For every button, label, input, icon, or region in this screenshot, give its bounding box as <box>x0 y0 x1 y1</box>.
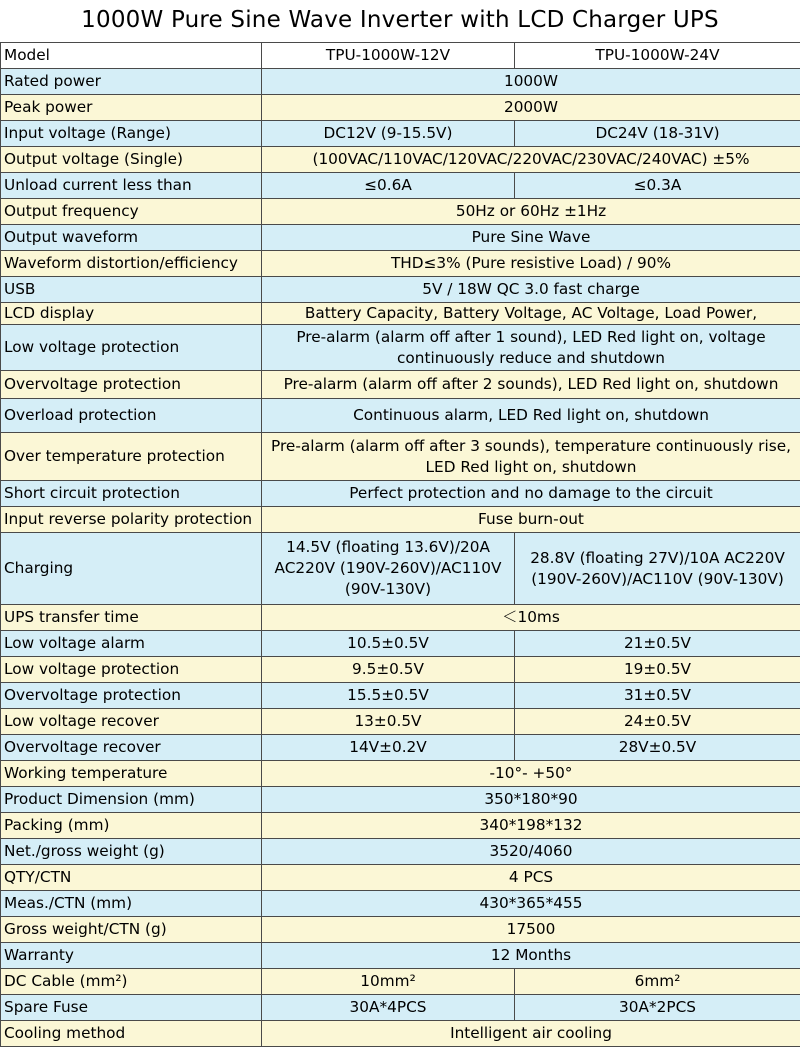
spec-value: 2000W <box>262 95 800 121</box>
spec-label: Spare Fuse <box>1 995 262 1021</box>
spec-label: Over temperature protection <box>1 433 262 481</box>
spec-label: DC Cable (mm²) <box>1 969 262 995</box>
spec-label: USB <box>1 277 262 303</box>
spec-value: DC12V (9-15.5V) <box>262 121 515 147</box>
spec-row <box>1 251 800 277</box>
spec-value: 6mm² <box>515 969 800 995</box>
spec-row <box>1 1021 800 1047</box>
spec-value: 13±0.5V <box>262 709 515 735</box>
spec-label: Overvoltage protection <box>1 371 262 399</box>
spec-value: 12 Months <box>262 943 800 969</box>
spec-value: 14.5V (floating 13.6V)/20A AC220V (190V-260V)/AC110V (90V-130V) <box>262 533 515 605</box>
spec-value: 3520/4060 <box>262 839 800 865</box>
spec-label: Rated power <box>1 69 262 95</box>
spec-value: Pre-alarm (alarm off after 1 sound), LED Red light on, voltage continuously reduce and shutdown <box>262 325 800 371</box>
spec-value: Pre-alarm (alarm off after 3 sounds), temperature continuously rise, LED Red light on, shutdown <box>262 433 800 481</box>
spec-row <box>1 507 800 533</box>
spec-row <box>1 995 800 1021</box>
spec-row <box>1 631 800 657</box>
spec-value: Pure Sine Wave <box>262 225 800 251</box>
spec-row <box>1 43 800 69</box>
spec-value: 30A*4PCS <box>262 995 515 1021</box>
spec-value: Fuse burn-out <box>262 507 800 533</box>
spec-value: 10mm² <box>262 969 515 995</box>
spec-label: Net./gross weight (g) <box>1 839 262 865</box>
spec-row <box>1 371 800 399</box>
spec-row <box>1 761 800 787</box>
spec-value: ≤0.3A <box>515 173 800 199</box>
spec-value: 14V±0.2V <box>262 735 515 761</box>
spec-label: Low voltage protection <box>1 657 262 683</box>
spec-row <box>1 787 800 813</box>
spec-value: 19±0.5V <box>515 657 800 683</box>
spec-value: 30A*2PCS <box>515 995 800 1021</box>
spec-value: 5V / 18W QC 3.0 fast charge <box>262 277 800 303</box>
spec-label: Packing (mm) <box>1 813 262 839</box>
spec-value: Continuous alarm, LED Red light on, shutdown <box>262 399 800 433</box>
spec-row <box>1 325 800 371</box>
spec-label: Gross weight/CTN (g) <box>1 917 262 943</box>
spec-value: DC24V (18-31V) <box>515 121 800 147</box>
spec-row <box>1 533 800 605</box>
spec-value: ≤0.6A <box>262 173 515 199</box>
spec-table <box>0 42 800 1047</box>
spec-label: Overvoltage recover <box>1 735 262 761</box>
spec-row <box>1 891 800 917</box>
spec-value: TPU-1000W-12V <box>262 43 515 69</box>
spec-value: 350*180*90 <box>262 787 800 813</box>
spec-row <box>1 735 800 761</box>
spec-value: 17500 <box>262 917 800 943</box>
spec-row <box>1 199 800 225</box>
spec-row <box>1 121 800 147</box>
spec-value: ＜10ms <box>262 605 800 631</box>
spec-label: Product Dimension (mm) <box>1 787 262 813</box>
spec-label: Warranty <box>1 943 262 969</box>
spec-row <box>1 683 800 709</box>
page-title: 1000W Pure Sine Wave Inverter with LCD Charger UPS <box>0 0 800 42</box>
spec-label: LCD display <box>1 303 262 325</box>
spec-label: Peak power <box>1 95 262 121</box>
spec-row <box>1 225 800 251</box>
spec-row <box>1 917 800 943</box>
spec-row <box>1 433 800 481</box>
spec-row <box>1 605 800 631</box>
spec-value: 28.8V (floating 27V)/10A AC220V (190V-260V)/AC110V (90V-130V) <box>515 533 800 605</box>
spec-value: 28V±0.5V <box>515 735 800 761</box>
spec-label: UPS transfer time <box>1 605 262 631</box>
spec-row <box>1 95 800 121</box>
spec-value: TPU-1000W-24V <box>515 43 800 69</box>
spec-label: Meas./CTN (mm) <box>1 891 262 917</box>
spec-row <box>1 709 800 735</box>
spec-label: Waveform distortion/efficiency <box>1 251 262 277</box>
spec-label: Model <box>1 43 262 69</box>
spec-row <box>1 813 800 839</box>
spec-value: 430*365*455 <box>262 891 800 917</box>
spec-value: Battery Capacity, Battery Voltage, AC Voltage, Load Power, <box>262 303 800 325</box>
spec-label: Input reverse polarity protection <box>1 507 262 533</box>
spec-value: 50Hz or 60Hz ±1Hz <box>262 199 800 225</box>
spec-label: Overvoltage protection <box>1 683 262 709</box>
spec-value: 1000W <box>262 69 800 95</box>
spec-row <box>1 943 800 969</box>
spec-row <box>1 173 800 199</box>
spec-value: 15.5±0.5V <box>262 683 515 709</box>
spec-label: Low voltage recover <box>1 709 262 735</box>
spec-label: Unload current less than <box>1 173 262 199</box>
spec-value: 4 PCS <box>262 865 800 891</box>
spec-value: Perfect protection and no damage to the circuit <box>262 481 800 507</box>
spec-value: (100VAC/110VAC/120VAC/220VAC/230VAC/240VAC) ±5% <box>262 147 800 173</box>
spec-table-body <box>1 43 800 1047</box>
spec-row <box>1 277 800 303</box>
spec-value: 10.5±0.5V <box>262 631 515 657</box>
spec-label: Short circuit protection <box>1 481 262 507</box>
spec-label: QTY/CTN <box>1 865 262 891</box>
spec-row <box>1 865 800 891</box>
spec-label: Output voltage (Single) <box>1 147 262 173</box>
spec-value: -10°- +50° <box>262 761 800 787</box>
spec-value: 21±0.5V <box>515 631 800 657</box>
spec-row <box>1 399 800 433</box>
spec-label: Charging <box>1 533 262 605</box>
spec-label: Output frequency <box>1 199 262 225</box>
spec-label: Overload protection <box>1 399 262 433</box>
spec-row <box>1 839 800 865</box>
spec-value: Pre-alarm (alarm off after 2 sounds), LED Red light on, shutdown <box>262 371 800 399</box>
spec-label: Low voltage alarm <box>1 631 262 657</box>
spec-value: 31±0.5V <box>515 683 800 709</box>
spec-value: THD≤3% (Pure resistive Load) / 90% <box>262 251 800 277</box>
spec-row <box>1 657 800 683</box>
spec-value: Intelligent air cooling <box>262 1021 800 1047</box>
spec-value: 340*198*132 <box>262 813 800 839</box>
spec-label: Output waveform <box>1 225 262 251</box>
spec-value: 9.5±0.5V <box>262 657 515 683</box>
spec-row <box>1 303 800 325</box>
spec-value: 24±0.5V <box>515 709 800 735</box>
spec-label: Working temperature <box>1 761 262 787</box>
spec-row <box>1 147 800 173</box>
spec-row <box>1 481 800 507</box>
spec-row <box>1 69 800 95</box>
spec-row <box>1 969 800 995</box>
spec-label: Low voltage protection <box>1 325 262 371</box>
spec-label: Cooling method <box>1 1021 262 1047</box>
spec-label: Input voltage (Range) <box>1 121 262 147</box>
